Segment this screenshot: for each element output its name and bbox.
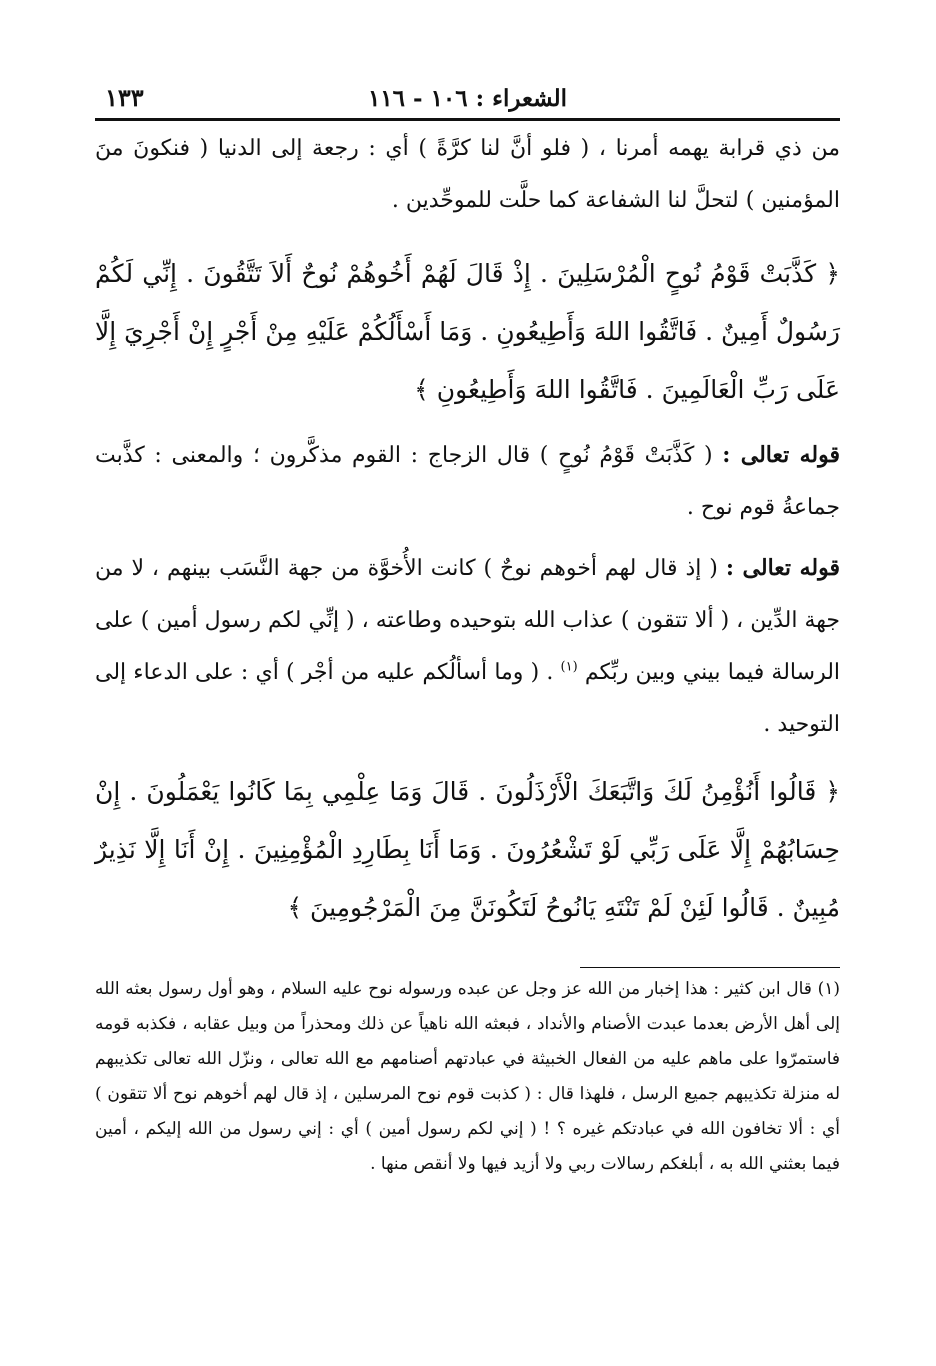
page-number: ١٣٣ (105, 83, 144, 112)
book-page (95, 60, 840, 1182)
footnote-reference[interactable]: (١) (560, 659, 578, 675)
paragraph-commentary-3 (95, 542, 840, 751)
commentary-text: ( إذ قال لهم أخوهم نوحٌ ) كانت الأُخوَّة من جهة النَّسَب بينهم ، لا من جهة الدِّين ، ( ألا تتقون ) عذاب الله بتوحيده وطاعته ، ( إنِّي لكم رسول أمين ) على الرسالة فيما بيني وبين ربِّكم (95, 556, 841, 685)
commentary-label: قوله تعالى : (722, 442, 840, 468)
commentary-text: . ( وما أسألُكم عليه من أجْر ) أي : على الدعاء إلى التوحيد . (95, 660, 840, 737)
quran-verse-block-1: ﴿ كَذَّبَتْ قَوْمُ نُوحٍ الْمُرْسَلِينَ . إِذْ قَالَ لَهُمْ أَخُوهُمْ نُوحٌ أَلاَ تَتَّقُونَ . إِنِّي لَكُمْ رَسُولٌ أَمِينٌ . فَاتَّقُوا اللهَ وَأَطِيعُونِ . وَمَا أَسْأَلُكُمْ عَلَيْهِ مِنْ أَجْرٍ إِنْ أَجْرِيَ إِلَّا عَلَى رَبِّ الْعَالَمِينَ . فَاتَّقُوا اللهَ وَأَطِيعُونِ ﴾ (95, 259, 840, 404)
paragraph-commentary-1: من ذي قرابة يهمه أمرنا ، ( فلو أنَّ لنا كرَّةً ) أي : رجعة إلى الدنيا ( فنكونَ منَ المؤمنين ) لتحلَّ لنا الشفاعة كما حلَّت للموحِّدين . (95, 136, 840, 213)
paragraph-commentary-2 (95, 429, 840, 534)
quran-verse-block-2: ﴿ قَالُوا أَنُؤْمِنُ لَكَ وَاتَّبَعَكَ الْأَرْذَلُونَ . قَالَ وَمَا عِلْمِي بِمَا كَانُوا يَعْمَلُونَ . إِنْ حِسَابُهُمْ إِلَّا عَلَى رَبِّي لَوْ تَشْعُرُونَ . وَمَا أَنَا بِطَارِدِ الْمُؤْمِنِينَ . إِنْ أَنَا إِلَّا نَذِيرٌ مُبِينٌ . قَالُوا لَئِنْ لَمْ تَنْتَهِ يَانُوحُ لَتَكُونَنَّ مِنَ الْمَرْجُومِينَ ﴾ (95, 777, 840, 922)
footnote-divider (580, 967, 840, 968)
commentary-text: ( كَذَّبَتْ قَوْمُ نُوحٍ ) قال الزجاج : القوم مذكَّرون ؛ والمعنى : كذَّبت جماعةُ قوم نوح . (95, 443, 840, 520)
running-title: الشعراء : ١٠٦ - ١١٦ (367, 85, 568, 112)
page-header (95, 60, 840, 121)
commentary-label: قوله تعالى : (725, 555, 840, 581)
footnote: (١) قال ابن كثير : هذا إخبار من الله عز وجل عن عبده ورسوله نوح عليه السلام ، وهو أول رسول بعثه الله إلى أهل الأرض بعدما عبدت الأصنام والأنداد ، فبعثه الله ناهياً عن ذلك ومحذراً من وبيل عقابه ، فكذبه قومه فاستمرّوا على ماهم عليه من الفعال الخبيثة في عبادتهم أصنامهم مع الله تعالى ، ونزّل الله تعالى تكذيبهم له منزلة تكذيبهم جميع الرسل ، فلهذا قال : ( كذبت قوم نوح المرسلين ، إذ قال لهم أخوهم نوح ألا تتقون ) أي : ألا تخافون الله في عبادتكم غيره ؟ ! ( إني لكم رسول أمين ) أي : إني رسول من الله إليكم ، أمين فيما بعثني الله به ، أبلغكم رسالات ربي ولا أزيد فيها ولا أنقص منها . (95, 979, 840, 1174)
